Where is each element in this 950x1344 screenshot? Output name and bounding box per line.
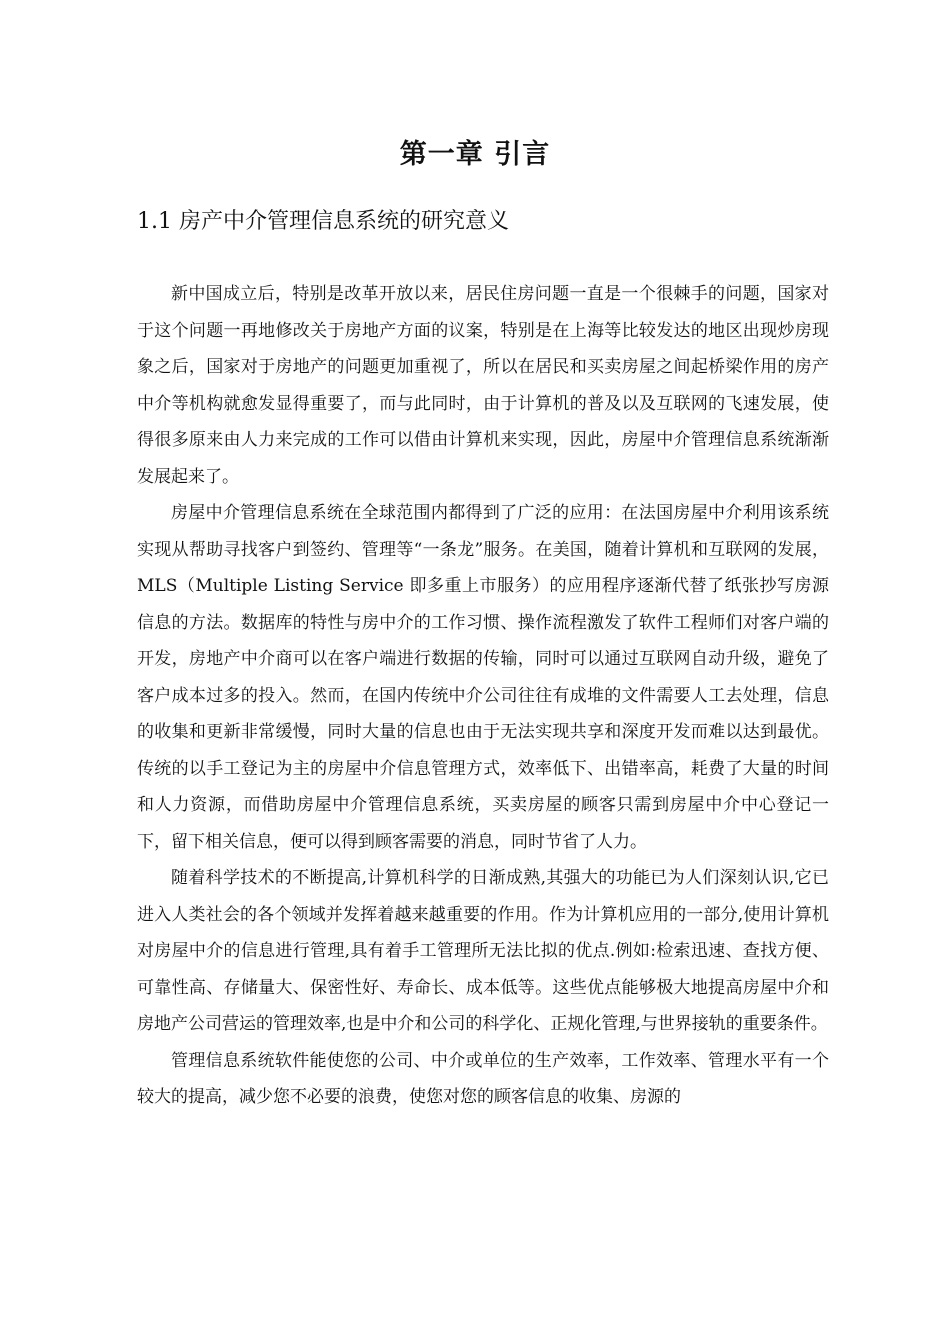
- chapter-title: 第一章 引言: [399, 139, 551, 170]
- paragraph-3: 随着科学技术的不断提高,计算机科学的日渐成熟,其强大的功能已为人们深刻认识,它已进入人类社会的各个领域并发挥着越来越重要的作用。作为计算机应用的一部分,使用计算机对房屋中介的信息进行管理,具有着手工管理所无法比拟的优点.例如:检索迅速、查找方便、可靠性高、存储量大、保密性好、寿命长、成本低等。这些优点能够极大地提高房屋中介和房地产公司营运的管理效率,也是中介和公司的科学化、正规化管理,与世界接轨的重要条件。: [137, 868, 829, 1034]
- paragraph-2: 房屋中介管理信息系统在全球范围内都得到了广泛的应用：在法国房屋中介利用该系统实现从帮助寻找客户到签约、管理等“一条龙”服务。在美国，随着计算机和互联网的发展，MLS（Multiple Listing Service 即多重上市服务）的应用程序逐渐代替了纸张抄写房源信息的方法。数据库的特性与房中介的工作习惯、操作流程激发了软件工程师们对客户端的开发，房地产中介商可以在客户端进行数据的传输，同时可以通过互联网自动升级，避免了客户成本过多的投入。然而，在国内传统中介公司往往有成堆的文件需要人工去处理，信息的收集和更新非常缓慢，同时大量的信息也由于无法实现共享和深度开发而难以达到最优。传统的以手工登记为主的房屋中介信息管理方式，效率低下、出错率高，耗费了大量的时间和人力资源，而借助房屋中介管理信息系统，买卖房屋的顾客只需到房屋中介中心登记一下，留下相关信息，便可以得到顾客需要的消息，同时节省了人力。: [137, 503, 829, 852]
- paragraph-4: 管理信息系统软件能使您的公司、中介或单位的生产效率，工作效率、管理水平有一个较大的提高，减少您不必要的浪费，使您对您的顾客信息的收集、房源的: [137, 1050, 829, 1107]
- section-title: 1.1 房产中介管理信息系统的研究意义: [137, 209, 509, 234]
- paragraph-1: 新中国成立后，特别是改革开放以来，居民住房问题一直是一个很棘手的问题，国家对于这个问题一再地修改关于房地产方面的议案，特别是在上海等比较发达的地区出现炒房现象之后，国家对于房地产的问题更加重视了，所以在居民和买卖房屋之间起桥梁作用的房产中介等机构就愈发显得重要了，而与此同时，由于计算机的普及以及互联网的飞速发展，使得很多原来由人力来完成的工作可以借由计算机来实现，因此，房屋中介管理信息系统渐渐发展起来了。: [137, 284, 829, 487]
- body-text: [137, 276, 829, 1116]
